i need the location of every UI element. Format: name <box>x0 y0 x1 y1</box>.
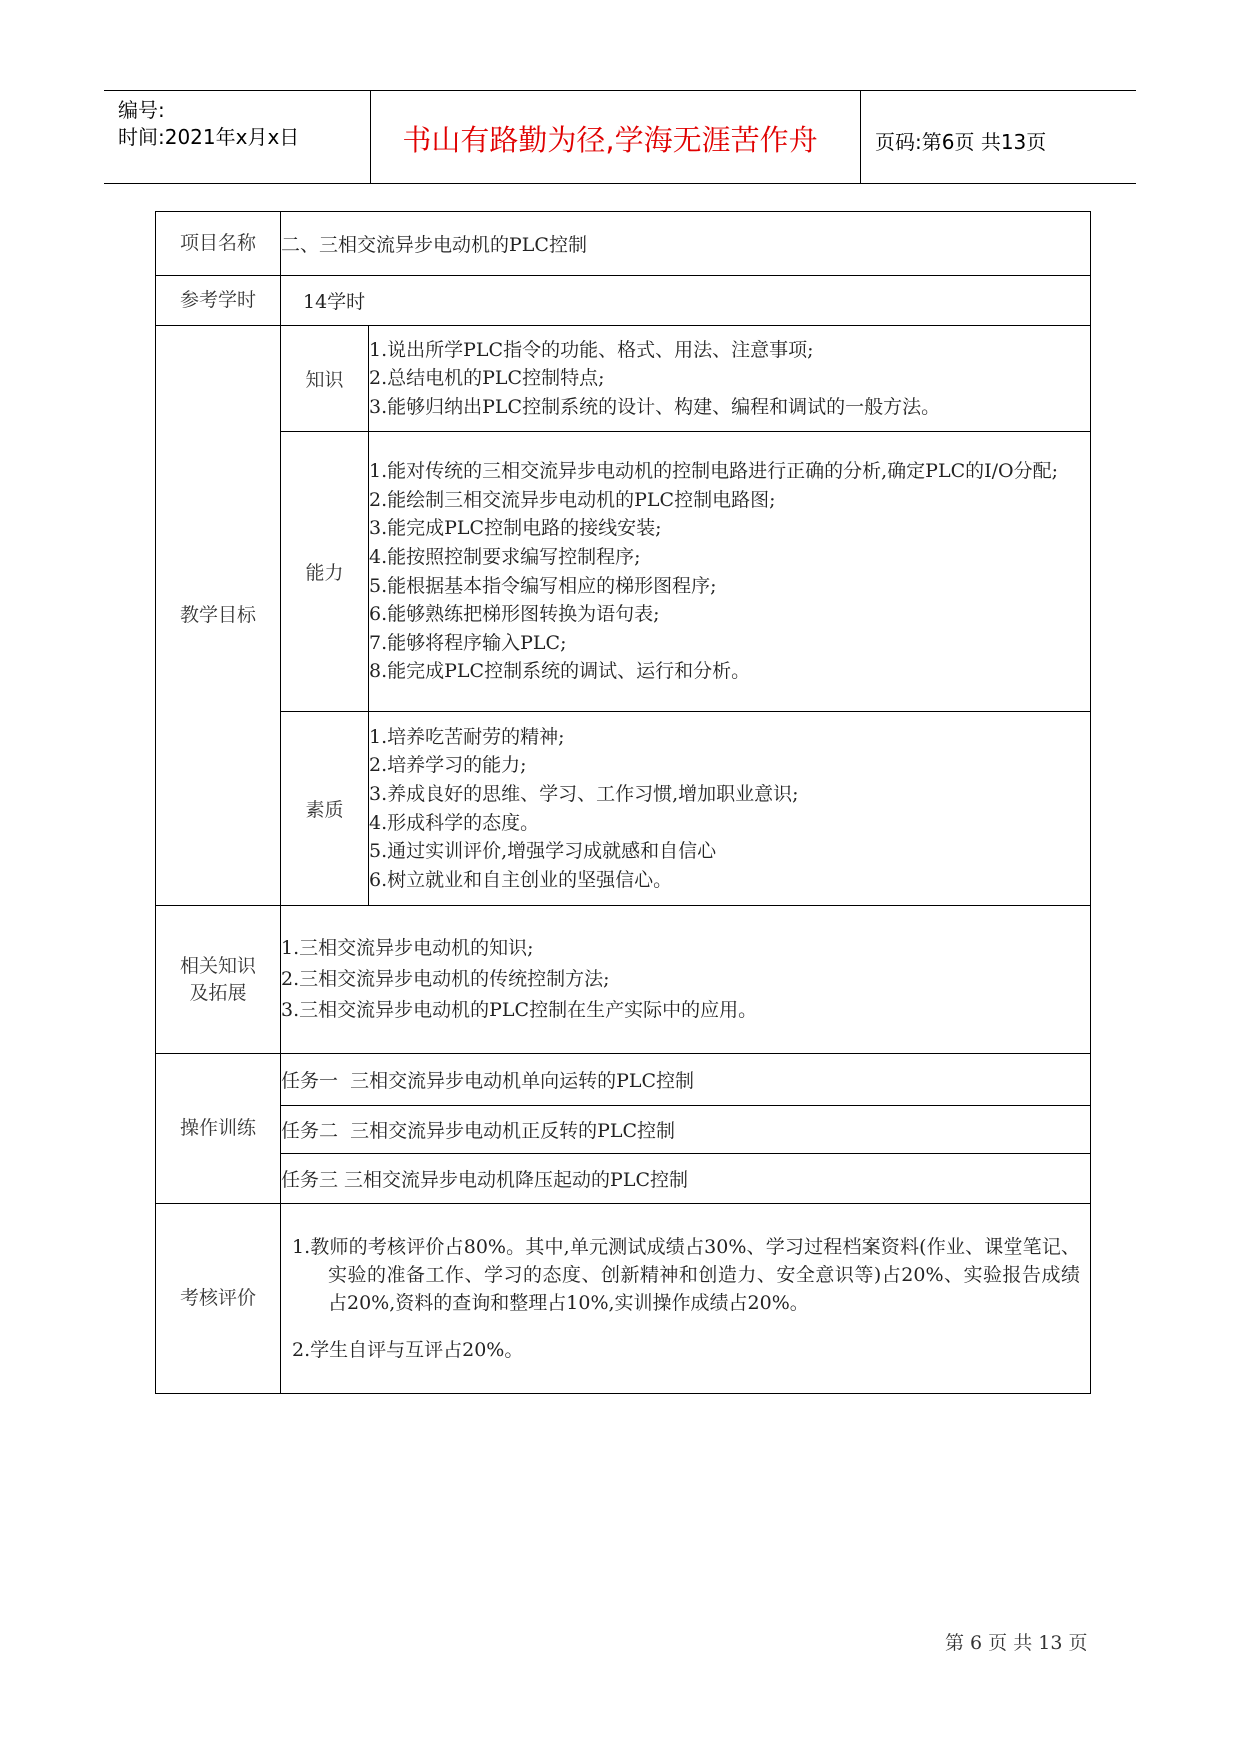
training-task-2: 任务二 三相交流异步电动机正反转的PLC控制 <box>281 1106 1091 1154</box>
objectives-label: 教学目标 <box>156 326 281 906</box>
header-divider-right <box>860 90 861 183</box>
related-label-line2: 及拓展 <box>189 981 247 1004</box>
list-item: 7.能够将程序输入PLC; <box>369 631 567 654</box>
list-item: 3.能够归纳出PLC控制系统的设计、构建、编程和调试的一般方法。 <box>369 395 941 418</box>
related-cell <box>281 906 1091 1054</box>
row-ability <box>156 432 1091 712</box>
page-footer: 第 6 页 共 13 页 <box>945 1632 1088 1654</box>
related-label <box>156 906 281 1054</box>
row-training-task-1 <box>156 1054 1091 1106</box>
list-item: 4.形成科学的态度。 <box>369 811 540 834</box>
related-label-line1: 相关知识 <box>179 954 256 977</box>
assessment-student: 2.学生自评与互评占20%。 <box>292 1339 524 1361</box>
list-item: 3.三相交流异步电动机的PLC控制在生产实际中的应用。 <box>281 999 758 1021</box>
document-number-label: 编号: <box>118 98 165 122</box>
list-item: 8.能完成PLC控制系统的调试、运行和分析。 <box>369 660 751 683</box>
list-item: 6.能够熟练把梯形图转换为语句表; <box>369 603 660 626</box>
header-page-label: 页码:第6页 共13页 <box>875 130 1047 154</box>
course-plan-table <box>155 211 1091 1394</box>
row-project-name <box>156 212 1091 276</box>
list-item: 5.能根据基本指令编写相应的梯形图程序; <box>369 574 717 597</box>
hours-label: 参考学时 <box>156 276 281 326</box>
row-training-task-2 <box>156 1106 1091 1154</box>
ability-list <box>369 457 1080 686</box>
list-item: 1.培养吃苦耐劳的精神; <box>369 725 565 748</box>
quality-label: 素质 <box>281 712 369 906</box>
list-item: 3.养成良好的思维、学习、工作习惯,增加职业意识; <box>369 782 799 805</box>
list-item: 1.能对传统的三相交流异步电动机的控制电路进行正确的分析,确定PLC的I/O分配; <box>369 460 1058 483</box>
header-bottom-rule <box>104 183 1136 184</box>
assessment-label: 考核评价 <box>156 1204 281 1394</box>
document-time-label: 时间:2021年x月x日 <box>118 125 300 149</box>
training-task-1: 任务一 三相交流异步电动机单向运转的PLC控制 <box>281 1054 1091 1106</box>
row-related <box>156 906 1091 1054</box>
list-item: 3.能完成PLC控制电路的接线安装; <box>369 517 662 540</box>
assessment-teacher: 1.教师的考核评价占80%。其中,单元测试成绩占30%、学习过程档案资料(作业、课堂笔记、实验的准备工作、学习的态度、创新精神和创造力、安全意识等)占20%、实验报告成绩占20%,资料的查询和整理占10%,实训操作成绩占20%。 <box>292 1236 1081 1314</box>
header-top-rule <box>104 90 1136 91</box>
assessment-cell <box>281 1204 1091 1394</box>
project-name-value: 二、三相交流异步电动机的PLC控制 <box>281 212 1091 276</box>
list-item: 1.三相交流异步电动机的知识; <box>281 937 534 959</box>
list-item: 2.能绘制三相交流异步电动机的PLC控制电路图; <box>369 488 776 511</box>
knowledge-list <box>369 336 1090 422</box>
training-task-3: 任务三 三相交流异步电动机降压起动的PLC控制 <box>281 1154 1091 1204</box>
related-list <box>281 933 1090 1026</box>
row-knowledge <box>156 326 1091 432</box>
training-label: 操作训练 <box>156 1054 281 1204</box>
list-item: 2.三相交流异步电动机的传统控制方法; <box>281 968 610 990</box>
quality-cell <box>369 712 1091 906</box>
quality-list <box>369 723 1090 895</box>
list-item: 4.能按照控制要求编写控制程序; <box>369 545 641 568</box>
list-item: 6.树立就业和自主创业的坚强信心。 <box>369 868 673 891</box>
list-item: 5.通过实训评价,增强学习成就感和自信心 <box>369 840 717 863</box>
ability-cell <box>369 432 1091 712</box>
knowledge-cell <box>369 326 1091 432</box>
row-quality <box>156 712 1091 906</box>
row-hours <box>156 276 1091 326</box>
ability-label: 能力 <box>281 432 369 712</box>
hours-value: 14学时 <box>281 276 1091 326</box>
row-assessment <box>156 1204 1091 1394</box>
list-item: 1.说出所学PLC指令的功能、格式、用法、注意事项; <box>369 338 814 361</box>
row-training-task-3 <box>156 1154 1091 1204</box>
project-name-label: 项目名称 <box>156 212 281 276</box>
header-motto: 书山有路勤为径,学海无涯苦作舟 <box>402 123 818 157</box>
assessment-text <box>281 1233 1090 1364</box>
list-item: 2.培养学习的能力; <box>369 754 527 777</box>
knowledge-label: 知识 <box>281 326 369 432</box>
list-item: 2.总结电机的PLC控制特点; <box>369 367 605 390</box>
